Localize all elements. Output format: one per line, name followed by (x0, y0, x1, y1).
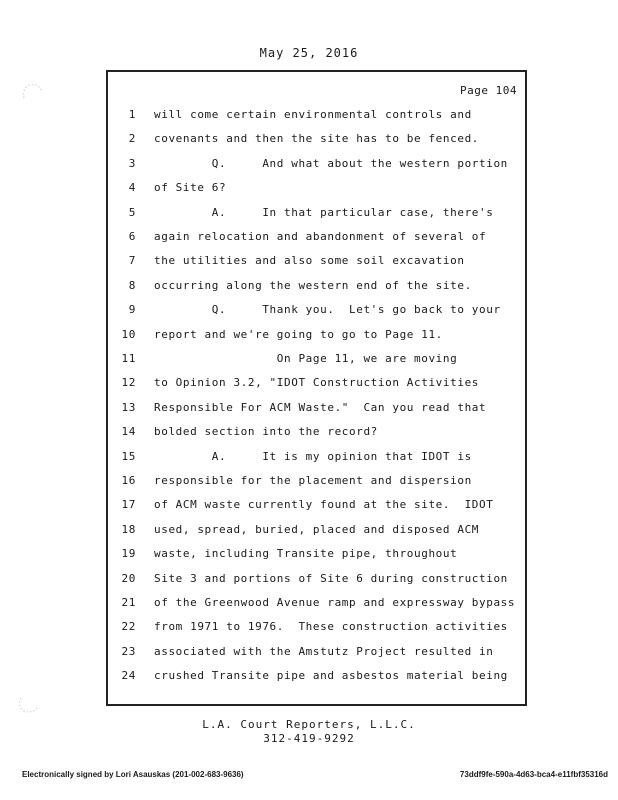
court-reporter-name: L.A. Court Reporters, L.L.C. (202, 718, 416, 731)
transcript-line (108, 230, 525, 254)
line-number: 15 (121, 449, 136, 463)
transcript-line (108, 425, 525, 449)
transcript-line (108, 328, 525, 352)
line-number: 3 (128, 156, 136, 170)
transcript-line (108, 401, 525, 425)
line-text: again relocation and abandonment of several of (154, 230, 487, 243)
line-number: 12 (121, 376, 136, 390)
line-number: 10 (121, 327, 136, 341)
transcript-line (108, 547, 525, 571)
line-number: 6 (128, 230, 136, 243)
line-number: 4 (128, 181, 136, 195)
line-text: A. It is my opinion that IDOT is (154, 449, 472, 463)
line-text: from 1971 to 1976. These construction activities (154, 620, 508, 634)
line-text: On Page 11, we are moving (154, 352, 458, 365)
line-number: 17 (121, 498, 136, 512)
transcript-line (108, 376, 525, 400)
transcript-line (108, 669, 525, 693)
line-text: will come certain environmental controls and (154, 108, 472, 121)
transcript-line (108, 181, 525, 205)
line-number: 23 (121, 644, 136, 658)
line-text: Q. And what about the western portion (154, 156, 508, 170)
line-text: to Opinion 3.2, "IDOT Construction Activities (154, 376, 480, 390)
line-number: 18 (121, 522, 136, 536)
transcript-line (108, 450, 525, 474)
line-number: 7 (128, 254, 136, 268)
line-text: responsible for the placement and dispersion (154, 474, 472, 487)
transcript-line (108, 645, 525, 669)
transcript-line (108, 352, 525, 376)
line-text: used, spread, buried, placed and disposed ACM (154, 522, 480, 536)
punch-hole-mark-bottom-icon (16, 694, 40, 714)
line-text: waste, including Transite pipe, throughout (154, 547, 458, 561)
line-number: 19 (121, 547, 136, 561)
page-date: May 25, 2016 (259, 46, 359, 60)
esign-signature: Electronically signed by Lori Asauskas (201-002-683-9636) (22, 770, 244, 779)
transcript-line (108, 303, 525, 327)
line-text: occurring along the western end of the site. (154, 278, 472, 292)
esign-document-id: 73ddf9fe-590a-4d63-bca4-e11fbf35316d (459, 770, 608, 779)
page-number: Page 104 (460, 84, 517, 97)
transcript-line (108, 474, 525, 498)
transcript-line (108, 157, 525, 181)
line-text: report and we're going to go to Page 11. (154, 327, 443, 341)
transcript-line (108, 572, 525, 596)
line-text: A. In that particular case, there's (154, 205, 494, 219)
line-number: 5 (128, 205, 136, 219)
line-number: 11 (121, 352, 136, 365)
transcript-line (108, 206, 525, 230)
transcript-line (108, 254, 525, 278)
line-text: crushed Transite pipe and asbestos material being (154, 669, 508, 683)
line-text: bolded section into the record? (154, 425, 378, 439)
line-number: 2 (128, 132, 136, 146)
line-text: covenants and then the site has to be fenced. (154, 132, 480, 146)
court-reporter-phone: 312-419-9292 (263, 732, 355, 745)
line-number: 14 (121, 425, 136, 439)
line-text: of Site 6? (154, 181, 227, 195)
line-text: Site 3 and portions of Site 6 during construction (154, 571, 508, 585)
line-text: Responsible For ACM Waste." Can you read that (154, 400, 487, 414)
line-number: 22 (121, 620, 136, 634)
line-number: 8 (128, 278, 136, 292)
transcript-line (108, 523, 525, 547)
line-number: 1 (128, 108, 136, 121)
line-number: 21 (121, 596, 136, 609)
line-number: 9 (128, 303, 136, 317)
line-text: of ACM waste currently found at the site. IDOT (154, 498, 494, 512)
transcript-line (108, 279, 525, 303)
line-number: 16 (121, 474, 136, 487)
transcript-line (108, 108, 525, 132)
line-number: 20 (121, 571, 136, 585)
transcript-line (108, 132, 525, 156)
transcript-line (108, 620, 525, 644)
line-text: associated with the Amstutz Project resulted in (154, 644, 494, 658)
line-text: the utilities and also some soil excavation (154, 254, 465, 268)
line-text: Q. Thank you. Let's go back to your (154, 303, 501, 317)
transcript-line (108, 596, 525, 620)
line-number: 24 (121, 669, 136, 683)
transcript-line (108, 498, 525, 522)
transcript-box (106, 70, 527, 706)
line-number: 13 (121, 400, 136, 414)
line-text: of the Greenwood Avenue ramp and expressway bypass (154, 596, 516, 609)
punch-hole-mark-top-icon (20, 82, 44, 102)
